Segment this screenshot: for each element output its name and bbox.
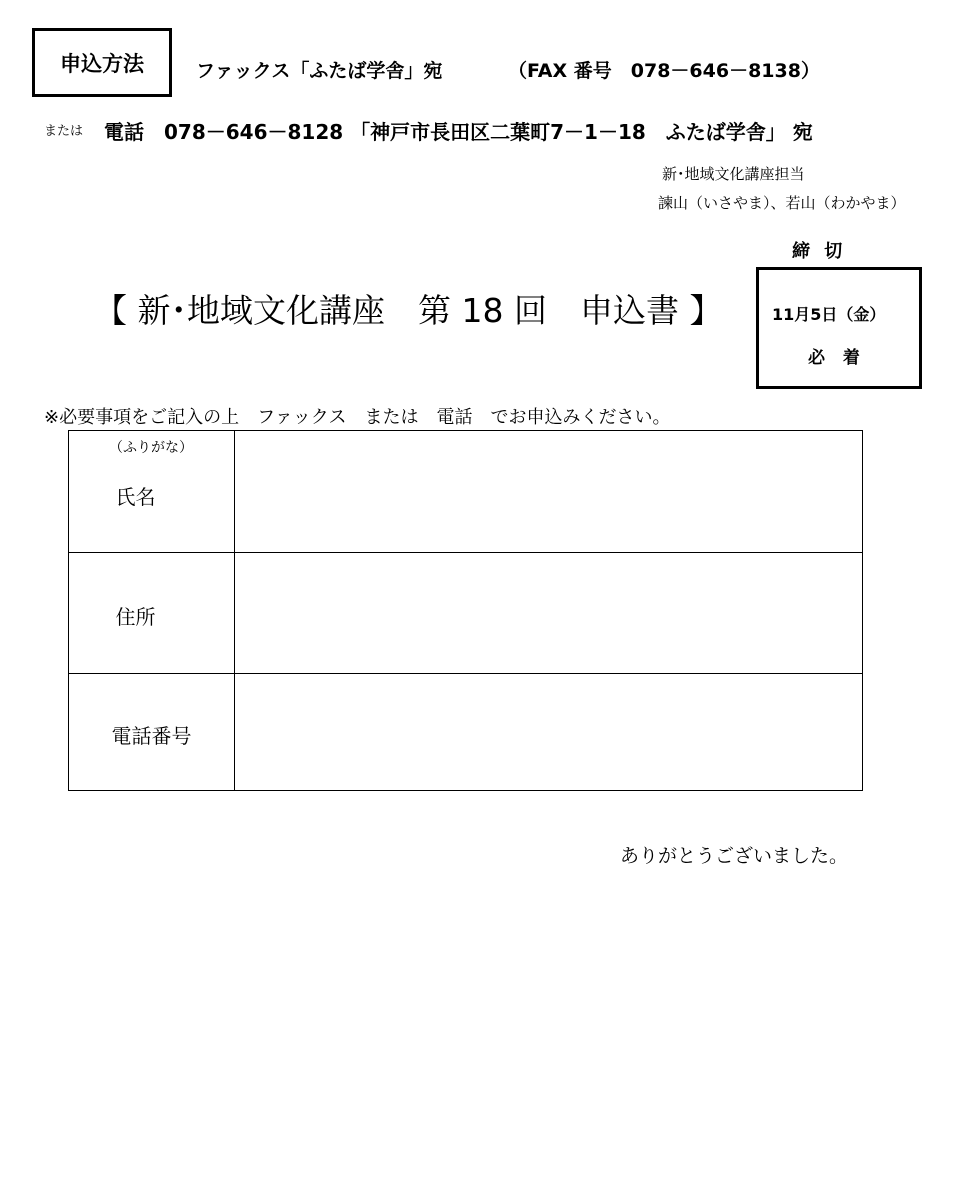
address-label: 住所 <box>115 605 156 629</box>
fax-number: （FAX 番号 078－646－8138） <box>508 60 820 82</box>
staff-role: 新･地域文化講座担当 <box>662 165 805 183</box>
furigana-label: （ふりがな） <box>109 440 193 456</box>
name-field[interactable] <box>235 431 862 552</box>
phone-field[interactable] <box>235 674 862 791</box>
name-row <box>69 431 862 553</box>
address-field[interactable] <box>235 553 862 673</box>
address-row <box>69 553 862 674</box>
application-method-box <box>32 28 172 97</box>
deadline-box <box>756 267 922 389</box>
fax-recipient: ファックス「ふたば学舎」宛 <box>196 60 443 82</box>
instruction-note: ※必要事項をご記入の上 ファックス または 電話 でお申込みください。 <box>44 407 671 428</box>
phone-label-cell <box>69 674 235 791</box>
address-label-cell <box>69 553 235 673</box>
thanks-message: ありがとうございました。 <box>620 845 849 867</box>
name-label: 氏名 <box>115 485 156 509</box>
deadline-arrival: 必 着 <box>808 348 866 368</box>
staff-names: 諫山（いさやま）、若山（わかやま） <box>658 194 906 212</box>
application-method-label: 申込方法 <box>60 51 144 76</box>
phone-label: 電話番号 <box>111 724 192 748</box>
phone-address-line: 電話 078－646－8128 「神戸市長田区二葉町7－1－18 ふたば学舎」 宛 <box>104 120 813 144</box>
form-title: 【 新･地域文化講座 第 18 回 申込書 】 <box>94 291 723 330</box>
name-label-cell <box>69 431 235 552</box>
deadline-date: 11月5日（金） <box>772 305 886 324</box>
phone-row <box>69 674 862 791</box>
or-label: または <box>44 124 84 139</box>
deadline-label: 締 切 <box>792 241 847 262</box>
application-form-table <box>68 430 863 791</box>
